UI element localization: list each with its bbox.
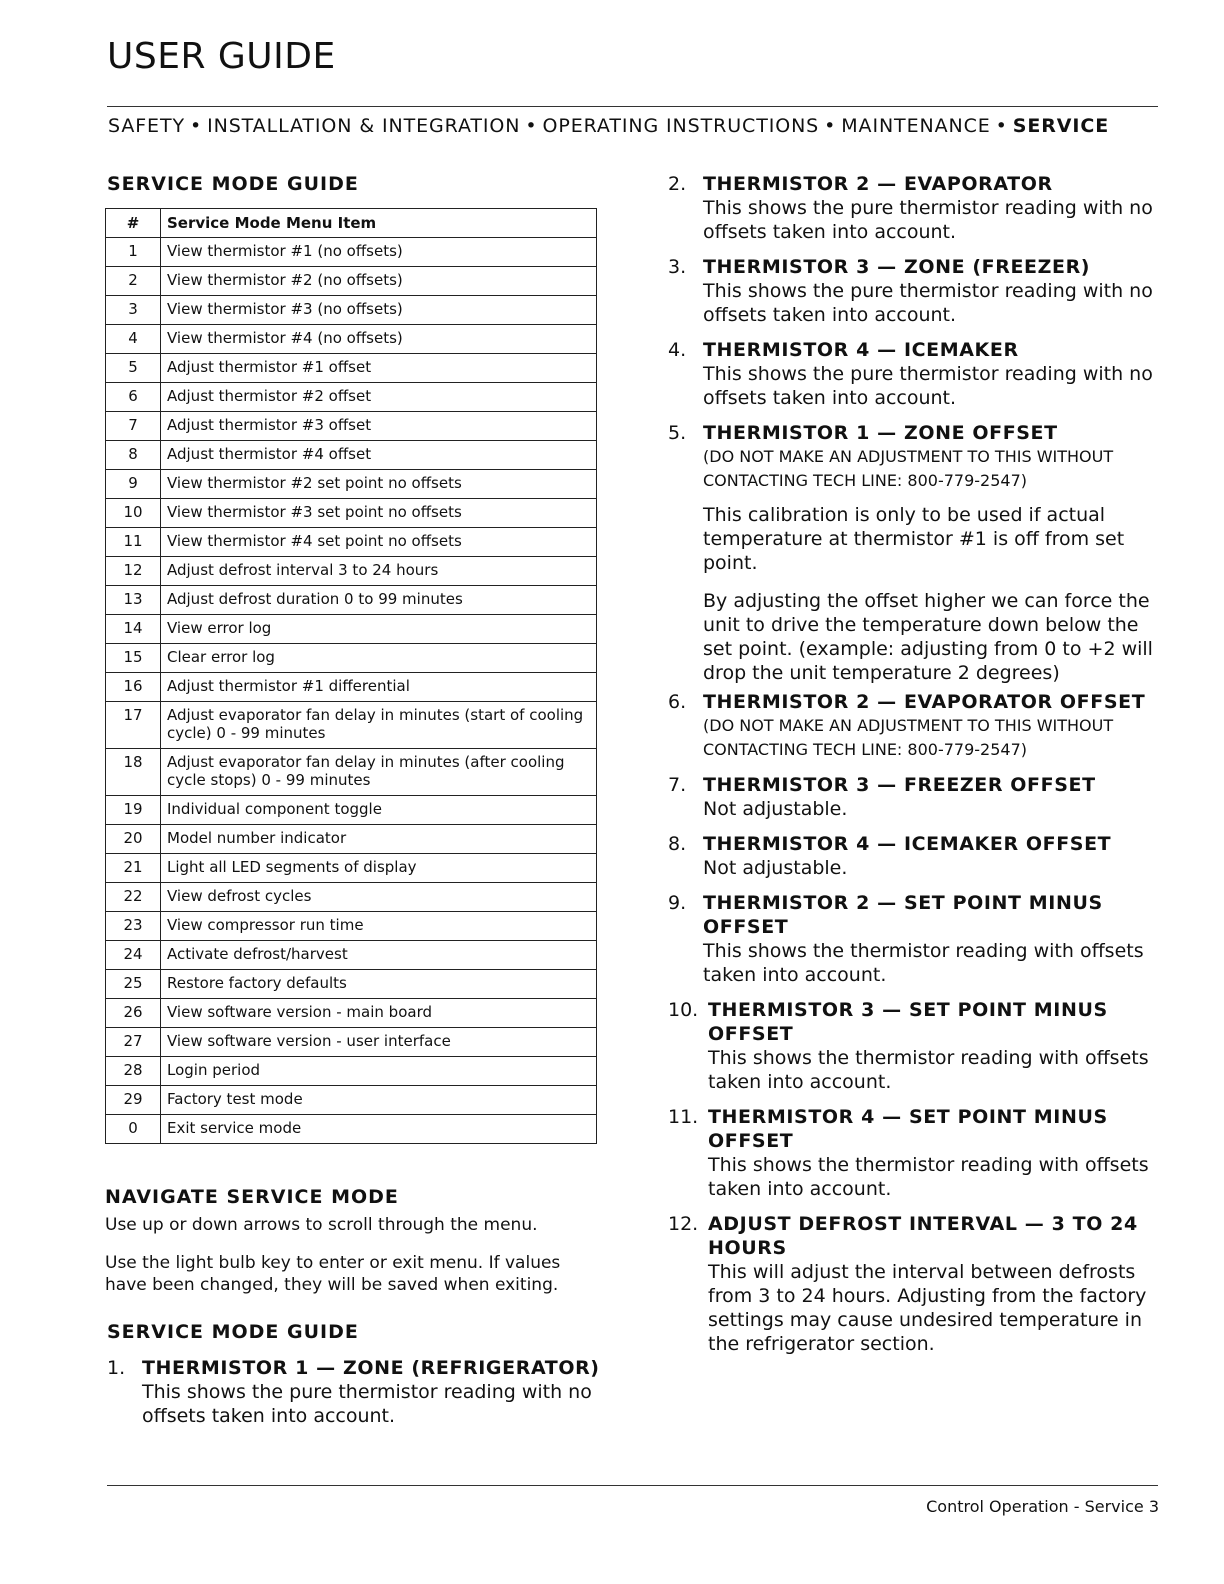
guide-list-right [668,172,1163,1356]
guide-item-5 [668,421,1163,685]
row-number: 10 [106,499,161,528]
column-header-item: Service Mode Menu Item [161,209,597,238]
guide-item-10 [668,998,1163,1094]
row-menu-item: Adjust defrost duration 0 to 99 minutes [161,586,597,615]
row-menu-item: Light all LED segments of display [161,854,597,883]
item-number: 3. [668,256,687,278]
item-extra-text: By adjusting the offset higher we can force the unit to drive the temperature down below the set point. (example: adjusting from 0 to +2 will drop the unit temperature 2 degrees) [703,590,1153,684]
item-number: 1. [107,1357,126,1379]
item-number: 8. [668,833,687,855]
row-number: 9 [106,470,161,499]
item-title: THERMISTOR 1 — ZONE OFFSET [703,422,1058,444]
item-text: This shows the pure thermistor reading with no offsets taken into account. [703,197,1153,243]
item-title: THERMISTOR 2 — EVAPORATOR OFFSET [703,691,1146,713]
guide-item-2 [668,172,1163,244]
table-body [106,238,597,1144]
row-menu-item: Adjust thermistor #3 offset [161,412,597,441]
row-number: 2 [106,267,161,296]
table-row [106,412,597,441]
table-row [106,354,597,383]
nav-service[interactable]: SERVICE [1012,115,1110,137]
item-warning-note: (DO NOT MAKE AN ADJUSTMENT TO THIS WITHOUT CONTACTING TECH LINE: 800-779-2547) [703,447,1114,490]
row-menu-item: Clear error log [161,644,597,673]
row-menu-item: Adjust thermistor #4 offset [161,441,597,470]
row-number: 5 [106,354,161,383]
table-row [106,912,597,941]
section-nav [108,115,1109,137]
row-number: 16 [106,673,161,702]
row-menu-item: Login period [161,1057,597,1086]
row-menu-item: Adjust thermistor #1 offset [161,354,597,383]
footer-divider [107,1485,1158,1486]
item-number: 9. [668,892,687,914]
item-title: THERMISTOR 4 — ICEMAKER [703,339,1019,361]
item-number: 11. [668,1106,699,1128]
item-title: THERMISTOR 2 — SET POINT MINUS OFFSET [703,892,1103,938]
item-title: THERMISTOR 4 — SET POINT MINUS OFFSET [708,1106,1108,1152]
table-row [106,1115,597,1144]
row-number: 12 [106,557,161,586]
item-number: 7. [668,774,687,796]
guide-item-12 [668,1212,1163,1356]
item-title: THERMISTOR 3 — FREEZER OFFSET [703,774,1096,796]
guide-item-3 [668,255,1163,327]
table-row [106,528,597,557]
nav-separator: • [995,115,1008,137]
row-number: 6 [106,383,161,412]
row-menu-item: View compressor run time [161,912,597,941]
row-menu-item: Restore factory defaults [161,970,597,999]
row-number: 23 [106,912,161,941]
guide-item-7 [668,773,1163,821]
row-menu-item: View thermistor #3 (no offsets) [161,296,597,325]
nav-separator: • [824,115,837,137]
item-text: This will adjust the interval between defrosts from 3 to 24 hours. Adjusting from the factory settings may cause undesired temperature in the refrigerator section. [708,1261,1147,1355]
row-menu-item: View software version - user interface [161,1028,597,1057]
guide-item-4 [668,338,1163,410]
table-row [106,644,597,673]
item-number: 5. [668,422,687,444]
row-number: 1 [106,238,161,267]
row-number: 22 [106,883,161,912]
item-text: This shows the pure thermistor reading with no offsets taken into account. [703,280,1153,326]
row-menu-item: View defrost cycles [161,883,597,912]
row-menu-item: Exit service mode [161,1115,597,1144]
table-row [106,941,597,970]
row-number: 7 [106,412,161,441]
row-menu-item: View software version - main board [161,999,597,1028]
nav-maintenance[interactable]: MAINTENANCE [841,115,991,137]
row-menu-item: Adjust evaporator fan delay in minutes (start of cooling cycle) 0 - 99 minutes [161,702,597,749]
table-row [106,238,597,267]
table-row [106,673,597,702]
item-number: 12. [668,1213,699,1235]
navigate-paragraph-1: Use up or down arrows to scroll through the menu. [105,1215,538,1235]
row-menu-item: View thermistor #4 (no offsets) [161,325,597,354]
table-row [106,1028,597,1057]
nav-installation[interactable]: INSTALLATION & INTEGRATION [207,115,521,137]
table-row [106,749,597,796]
row-number: 25 [106,970,161,999]
table-row [106,586,597,615]
row-number: 21 [106,854,161,883]
row-number: 17 [106,702,161,749]
row-menu-item: View thermistor #2 set point no offsets [161,470,597,499]
navigate-paragraph-2: Use the light bulb key to enter or exit menu. If values have been changed, they will be saved when exiting. [105,1253,561,1295]
row-menu-item: View thermistor #1 (no offsets) [161,238,597,267]
row-number: 28 [106,1057,161,1086]
row-menu-item: View error log [161,615,597,644]
table-row [106,499,597,528]
row-number: 26 [106,999,161,1028]
row-number: 13 [106,586,161,615]
header-divider [107,106,1158,107]
table-row [106,1057,597,1086]
row-number: 11 [106,528,161,557]
table-row [106,470,597,499]
row-menu-item: Adjust evaporator fan delay in minutes (after cooling cycle stops) 0 - 99 minutes [161,749,597,796]
row-menu-item: Adjust defrost interval 3 to 24 hours [161,557,597,586]
guide-item-6 [668,690,1163,762]
guide-item-8 [668,832,1163,880]
row-menu-item: View thermistor #3 set point no offsets [161,499,597,528]
row-number: 19 [106,796,161,825]
nav-operating[interactable]: OPERATING INSTRUCTIONS [542,115,820,137]
table-row [106,883,597,912]
navigate-heading: NAVIGATE SERVICE MODE [105,1186,399,1208]
item-title: THERMISTOR 3 — ZONE (FREEZER) [703,256,1091,278]
item-text: This shows the thermistor reading with offsets taken into account. [708,1047,1149,1093]
item-text: Not adjustable. [703,857,848,879]
table-header-row [106,209,597,238]
guide-heading: SERVICE MODE GUIDE [107,1321,359,1343]
row-number: 0 [106,1115,161,1144]
item-text: This shows the thermistor reading with offsets taken into account. [708,1154,1149,1200]
row-menu-item: Adjust thermistor #1 differential [161,673,597,702]
item-text: This shows the thermistor reading with offsets taken into account. [703,940,1144,986]
item-number: 6. [668,691,687,713]
guide-item-11 [668,1105,1163,1201]
table-row [106,615,597,644]
row-menu-item: Model number indicator [161,825,597,854]
column-header-number: # [106,209,161,238]
nav-separator: • [525,115,538,137]
row-menu-item: View thermistor #4 set point no offsets [161,528,597,557]
item-title: THERMISTOR 2 — EVAPORATOR [703,173,1053,195]
table-row [106,1086,597,1115]
item-title: THERMISTOR 3 — SET POINT MINUS OFFSET [708,999,1108,1045]
nav-separator: • [189,115,203,137]
table-row [106,325,597,354]
item-number: 4. [668,339,687,361]
item-number: 10. [668,999,699,1021]
row-menu-item: Adjust thermistor #2 offset [161,383,597,412]
item-title: ADJUST DEFROST INTERVAL — 3 TO 24 HOURS [708,1213,1138,1259]
page-title: USER GUIDE [107,36,336,77]
item-text: This shows the pure thermistor reading with no offsets taken into account. [142,1381,592,1427]
row-menu-item: Factory test mode [161,1086,597,1115]
row-number: 29 [106,1086,161,1115]
row-number: 20 [106,825,161,854]
table-row [106,441,597,470]
table-row [106,970,597,999]
table-row [106,999,597,1028]
item-title: THERMISTOR 4 — ICEMAKER OFFSET [703,833,1112,855]
guide-item-9 [668,891,1163,987]
table-row [106,702,597,749]
row-number: 15 [106,644,161,673]
row-number: 3 [106,296,161,325]
row-number: 4 [106,325,161,354]
table-row [106,383,597,412]
table-row [106,557,597,586]
table-row [106,296,597,325]
item-title: THERMISTOR 1 — ZONE (REFRIGERATOR) [142,1357,600,1379]
row-menu-item: Activate defrost/harvest [161,941,597,970]
item-text: Not adjustable. [703,798,848,820]
row-number: 27 [106,1028,161,1057]
row-number: 18 [106,749,161,796]
table-row [106,825,597,854]
row-menu-item: Individual component toggle [161,796,597,825]
table-row [106,854,597,883]
guide-item-1 [107,1356,607,1428]
row-menu-item: View thermistor #2 (no offsets) [161,267,597,296]
item-text: This calibration is only to be used if actual temperature at thermistor #1 is off from set point. [703,504,1125,574]
table-row [106,796,597,825]
row-number: 8 [106,441,161,470]
item-number: 2. [668,173,687,195]
item-text: This shows the pure thermistor reading with no offsets taken into account. [703,363,1153,409]
nav-safety[interactable]: SAFETY [108,115,185,137]
guide-list-left [107,1356,607,1428]
table-heading: SERVICE MODE GUIDE [107,173,359,195]
row-number: 14 [106,615,161,644]
table-row [106,267,597,296]
item-warning-note: (DO NOT MAKE AN ADJUSTMENT TO THIS WITHOUT CONTACTING TECH LINE: 800-779-2547) [703,716,1114,759]
page-footer: Control Operation - Service 3 [926,1497,1159,1516]
row-number: 24 [106,941,161,970]
service-mode-table [105,208,597,1144]
